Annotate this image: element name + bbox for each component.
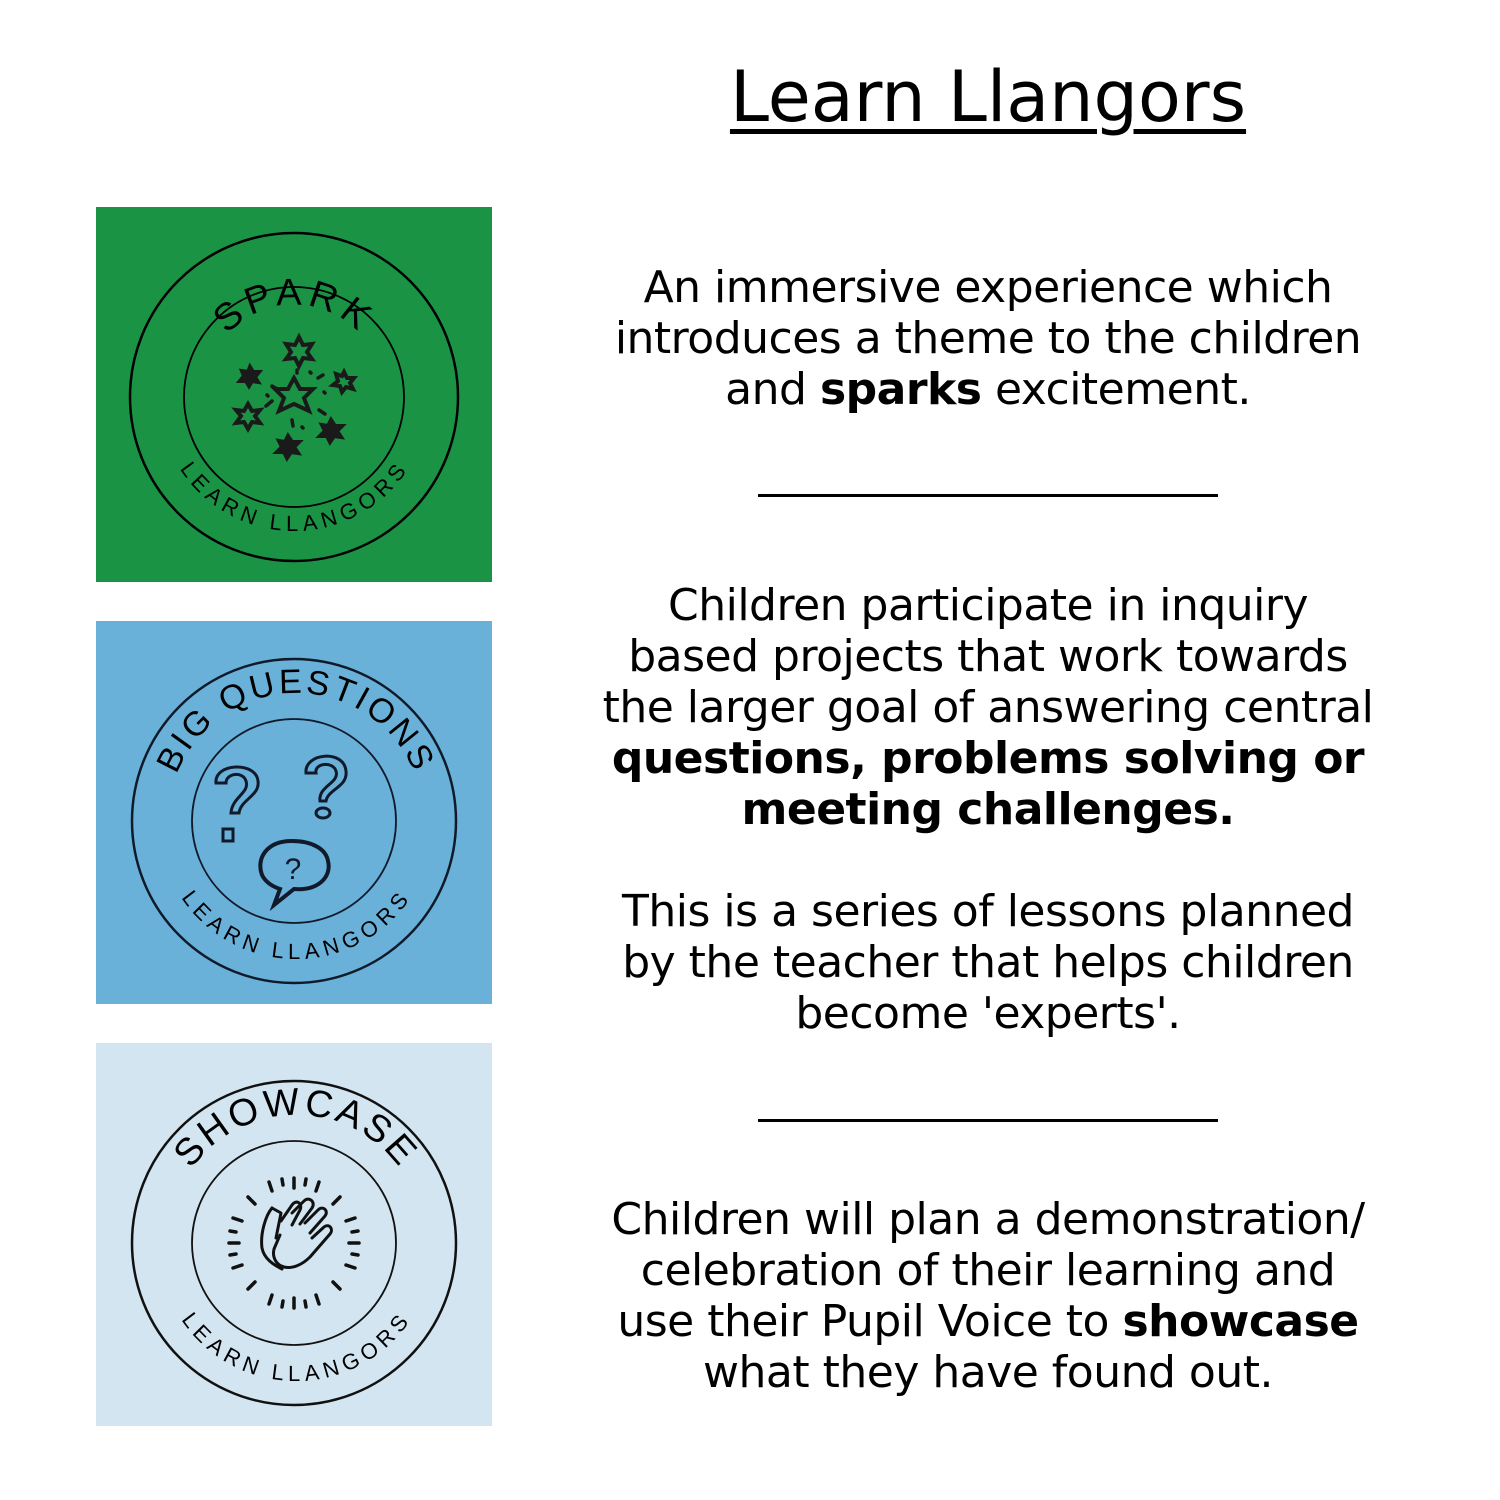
text-line: by the teacher that helps children (622, 937, 1354, 988)
big-questions-description (540, 580, 1436, 835)
page-title-text: Learn Llangors (729, 56, 1247, 138)
outer-ring (132, 659, 456, 983)
emphasis-line: meeting challenges. (741, 784, 1235, 835)
text-line: celebration of their learning and (640, 1245, 1336, 1296)
text-fragment: use their Pupil Voice to (617, 1296, 1123, 1347)
text-line: become 'experts'. (795, 988, 1181, 1039)
emphasis-sparks: sparks (819, 364, 982, 415)
page-title (560, 52, 1416, 142)
big-questions-badge (96, 621, 492, 1004)
text-line (540, 364, 1436, 415)
badge-footer: LEARN LLANGORS (177, 885, 415, 965)
text-fragment: excitement. (981, 364, 1251, 415)
showcase-badge (96, 1043, 492, 1426)
question-marks-icon (216, 756, 346, 905)
text-line: what they have found out. (703, 1347, 1273, 1398)
emphasis-line: questions, problems solving or (611, 733, 1365, 784)
text-line: This is a series of lessons planned (622, 886, 1354, 937)
badge-footer: LEARN LLANGORS (175, 456, 413, 537)
text-line: introduces a theme to the children (614, 313, 1362, 364)
text-line: Children will plan a demonstration/ (611, 1194, 1365, 1245)
badge-footer: LEARN LLANGORS (177, 1307, 415, 1387)
inner-ring (192, 1141, 396, 1345)
clapping-hands-icon (229, 1178, 359, 1308)
text-line: the larger goal of answering central (602, 682, 1374, 733)
spark-description (540, 262, 1436, 415)
inner-ring (192, 719, 396, 923)
emphasis-showcase: showcase (1122, 1296, 1359, 1347)
section-divider (758, 1119, 1218, 1122)
spark-badge (96, 207, 492, 582)
text-line (540, 1296, 1436, 1347)
text-line: An immersive experience which (643, 262, 1333, 313)
text-line: based projects that work towards (628, 631, 1348, 682)
badge-title: SHOWCASE (165, 1080, 427, 1176)
big-questions-badge-graphic (96, 621, 492, 1004)
question-glyph: ? (284, 853, 302, 886)
badge-title: SPARK (205, 271, 383, 342)
stars-sparkle-icon (236, 337, 354, 458)
spark-badge-graphic (96, 207, 492, 582)
text-line: Children participate in inquiry (667, 580, 1308, 631)
badge-title: BIG QUESTIONS (149, 662, 443, 779)
section-divider (758, 494, 1218, 497)
showcase-badge-graphic (96, 1043, 492, 1426)
big-questions-extra-description (540, 886, 1436, 1039)
showcase-description (540, 1194, 1436, 1398)
text-fragment: and (725, 364, 820, 415)
